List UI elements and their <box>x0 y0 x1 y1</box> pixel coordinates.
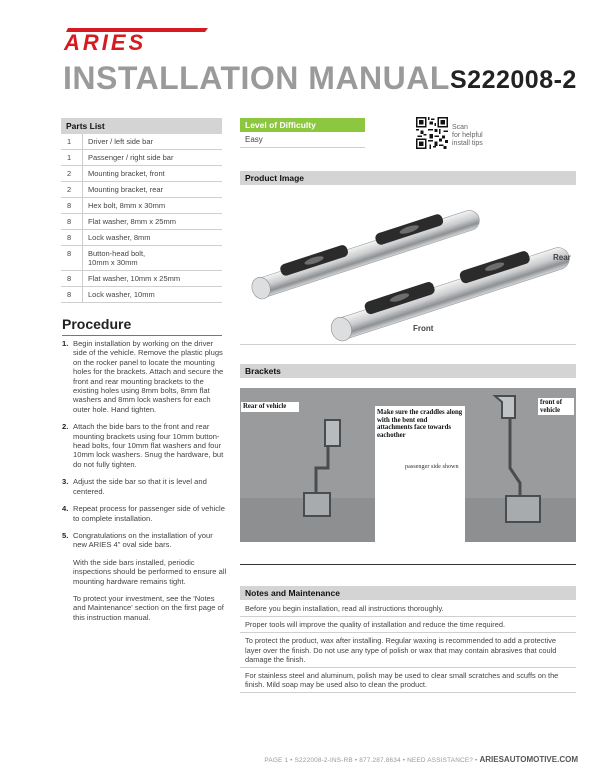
scan-line: install tips <box>452 140 483 148</box>
parts-desc <box>83 198 222 213</box>
aries-logo <box>62 26 212 52</box>
step-number: 2. <box>62 422 69 432</box>
parts-row <box>61 230 222 246</box>
product-image-heading: Product Image <box>240 171 576 185</box>
footer-website-link[interactable]: ARIESAUTOMOTIVE.COM <box>479 755 578 764</box>
parts-row <box>61 150 222 166</box>
parts-desc <box>83 182 222 197</box>
step <box>62 504 227 523</box>
brackets-photo <box>240 388 576 542</box>
parts-desc <box>83 287 222 302</box>
brand-text: ARIES <box>64 30 147 52</box>
scan-line: for helpful <box>452 132 483 140</box>
footer-text: PAGE 1 • S222008-2-INS-RB • 877.287.8634 • NEED ASSISTANCE? • <box>264 757 478 764</box>
parts-qty: 8 <box>61 214 83 229</box>
parts-desc <box>83 246 222 270</box>
part-number: S222008-2 <box>450 66 577 94</box>
rear-of-vehicle-note: Rear of vehicle <box>241 402 299 412</box>
qr-code[interactable] <box>416 117 448 149</box>
parts-desc-line: Passenger / right side bar <box>88 153 174 162</box>
parts-desc <box>83 134 222 149</box>
parts-desc-line: 10mm x 30mm <box>88 258 138 267</box>
step-text: Attach the bide bars to the front and rear mounting brackets using four 10mm button-head bolts, four 10mm flat washers and four 10mm lock washers. Snug the hardware, but do not fully tighten. <box>73 422 224 469</box>
craddle-note: Make sure the craddles along with the bent end attachments face towards eachother <box>375 408 465 440</box>
scan-line: Scan <box>452 124 468 131</box>
scan-text <box>452 124 502 149</box>
parts-desc <box>83 166 222 181</box>
parts-qty: 8 <box>61 246 83 270</box>
divider <box>240 344 576 345</box>
step-number: 1. <box>62 339 69 348</box>
parts-desc-line: Lock washer, 8mm <box>88 233 151 242</box>
parts-list <box>61 118 222 303</box>
step-text: Congratulations on the installation of your new ARIES 4" oval side bars. <box>73 530 213 550</box>
parts-desc <box>83 230 222 245</box>
note-item: Proper tools will improve the quality of installation and reduce the time required. <box>240 617 576 633</box>
difficulty-value: Easy <box>240 132 365 148</box>
rear-label: Rear <box>553 253 571 262</box>
front-label: Front <box>413 324 434 333</box>
divider <box>62 335 222 336</box>
parts-list-heading: Parts List <box>61 118 222 134</box>
note-item: Before you begin installation, read all instructions thoroughly. <box>240 601 576 617</box>
brackets-heading: Brackets <box>240 364 576 378</box>
step-number: 5. <box>62 530 69 540</box>
parts-qty: 8 <box>61 230 83 245</box>
parts-qty: 8 <box>61 287 83 302</box>
procedure-heading: Procedure <box>62 316 132 332</box>
step-number: 3. <box>62 477 69 487</box>
page-title: INSTALLATION MANUAL <box>63 60 450 96</box>
notes-heading: Notes and Maintenance <box>240 586 576 600</box>
parts-desc <box>83 150 222 165</box>
parts-desc-line: Button-head bolt, <box>88 249 146 258</box>
parts-row <box>61 271 222 287</box>
step-text: Adjust the side bar so that it is level and centered. <box>73 477 207 496</box>
parts-desc-line: Hex bolt, 8mm x 30mm <box>88 201 166 210</box>
parts-qty: 8 <box>61 198 83 213</box>
step <box>62 477 227 496</box>
step-text: With the side bars installed, periodic inspections should be performed to ensure all mounting hardware remains tight. <box>73 557 227 586</box>
parts-row <box>61 166 222 182</box>
step-text: Begin installation by working on the driver side of the vehicle. Remove the plastic plugs on the rocker panel to locate the mounting holes for the brackets. Attach and secure the front and rear mounting brackets to the existing holes using 8mm bolts, 8mm flat washers and 8mm lock washers for each outer hole. Hand tighten. <box>73 339 224 414</box>
note-item: For stainless steel and aluminum, polish may be used to clear small scratches and scuffs on the finish. Mild soap may be used also to clean the product. <box>240 668 576 693</box>
procedure-steps <box>62 339 227 638</box>
parts-desc-line: Mounting bracket, front <box>88 169 165 178</box>
step-text: To protect your investment, see the 'Notes and Maintenance' section on the first page of this instruction manual. <box>73 593 224 622</box>
parts-desc-line: Mounting bracket, rear <box>88 185 164 194</box>
step-text: Repeat process for passenger side of vehicle to complete installation. <box>73 504 225 523</box>
parts-desc-line: Lock washer, 10mm <box>88 290 155 299</box>
parts-row <box>61 246 222 271</box>
parts-desc <box>83 214 222 229</box>
parts-desc-line: Driver / left side bar <box>88 137 154 146</box>
parts-desc-line: Flat washer, 10mm x 25mm <box>88 274 181 283</box>
parts-row <box>61 198 222 214</box>
parts-qty: 1 <box>61 150 83 165</box>
step <box>62 422 227 469</box>
parts-desc-line: Flat washer, 8mm x 25mm <box>88 217 176 226</box>
parts-row <box>61 287 222 303</box>
parts-qty: 2 <box>61 166 83 181</box>
front-of-vehicle-note: front of vehicle <box>538 398 574 415</box>
note-item: To protect the product, wax after installing. Regular waxing is recommended to add a protective layer over the finish. Do not use any type of polish or wax that may contain abrasives that could damage the finish. <box>240 633 576 668</box>
step <box>62 339 227 414</box>
footer <box>200 755 578 764</box>
step <box>62 531 227 630</box>
divider <box>240 564 576 565</box>
parts-desc <box>83 271 222 286</box>
step-number: 4. <box>62 504 69 514</box>
parts-qty: 1 <box>61 134 83 149</box>
passenger-side-note: passenger side shown <box>405 463 459 470</box>
parts-row <box>61 134 222 150</box>
parts-row <box>61 182 222 198</box>
product-image <box>240 186 576 344</box>
parts-qty: 2 <box>61 182 83 197</box>
difficulty-heading: Level of Difficulty <box>240 118 365 132</box>
parts-qty: 8 <box>61 271 83 286</box>
notes-list <box>240 601 576 693</box>
parts-row <box>61 214 222 230</box>
